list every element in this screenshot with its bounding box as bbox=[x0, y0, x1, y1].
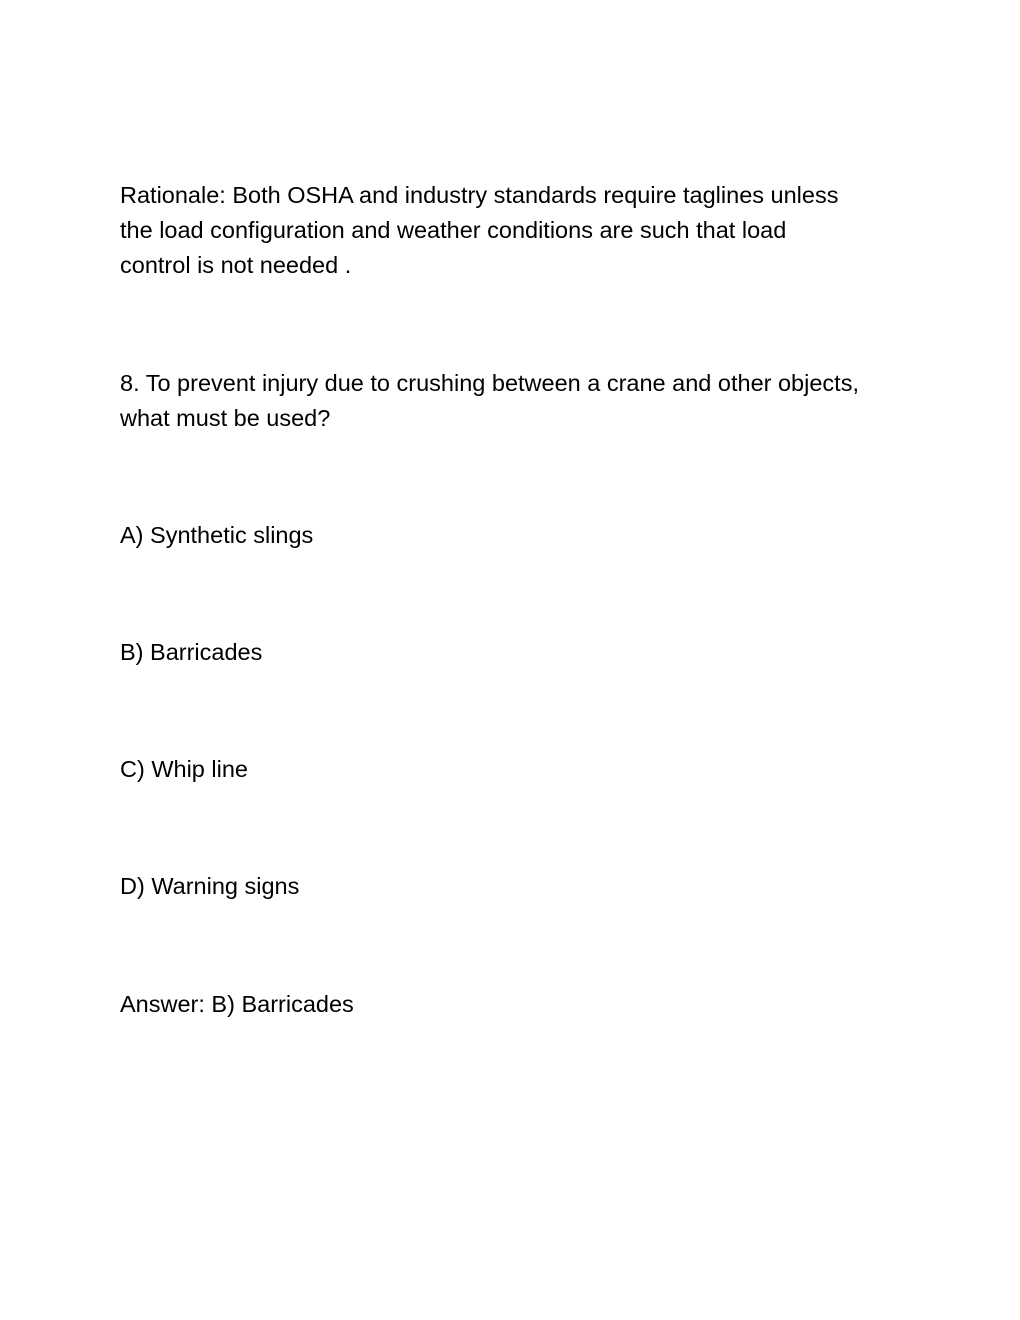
option-d: D) Warning signs bbox=[120, 873, 300, 899]
option-c: C) Whip line bbox=[120, 756, 248, 782]
question-line: what must be used? bbox=[120, 405, 331, 431]
option-a: A) Synthetic slings bbox=[120, 522, 314, 548]
question-line: 8. To prevent injury due to crushing between a crane and other objects, bbox=[120, 370, 859, 396]
rationale-paragraph bbox=[120, 178, 838, 283]
rationale-line: the load configuration and weather conditions are such that load bbox=[120, 217, 787, 243]
rationale-line: control is not needed . bbox=[120, 252, 352, 278]
rationale-line: Rationale: Both OSHA and industry standards require taglines unless bbox=[120, 182, 839, 208]
question-paragraph bbox=[120, 366, 859, 436]
answer-line: Answer: B) Barricades bbox=[120, 991, 354, 1017]
option-b: B) Barricades bbox=[120, 639, 263, 665]
